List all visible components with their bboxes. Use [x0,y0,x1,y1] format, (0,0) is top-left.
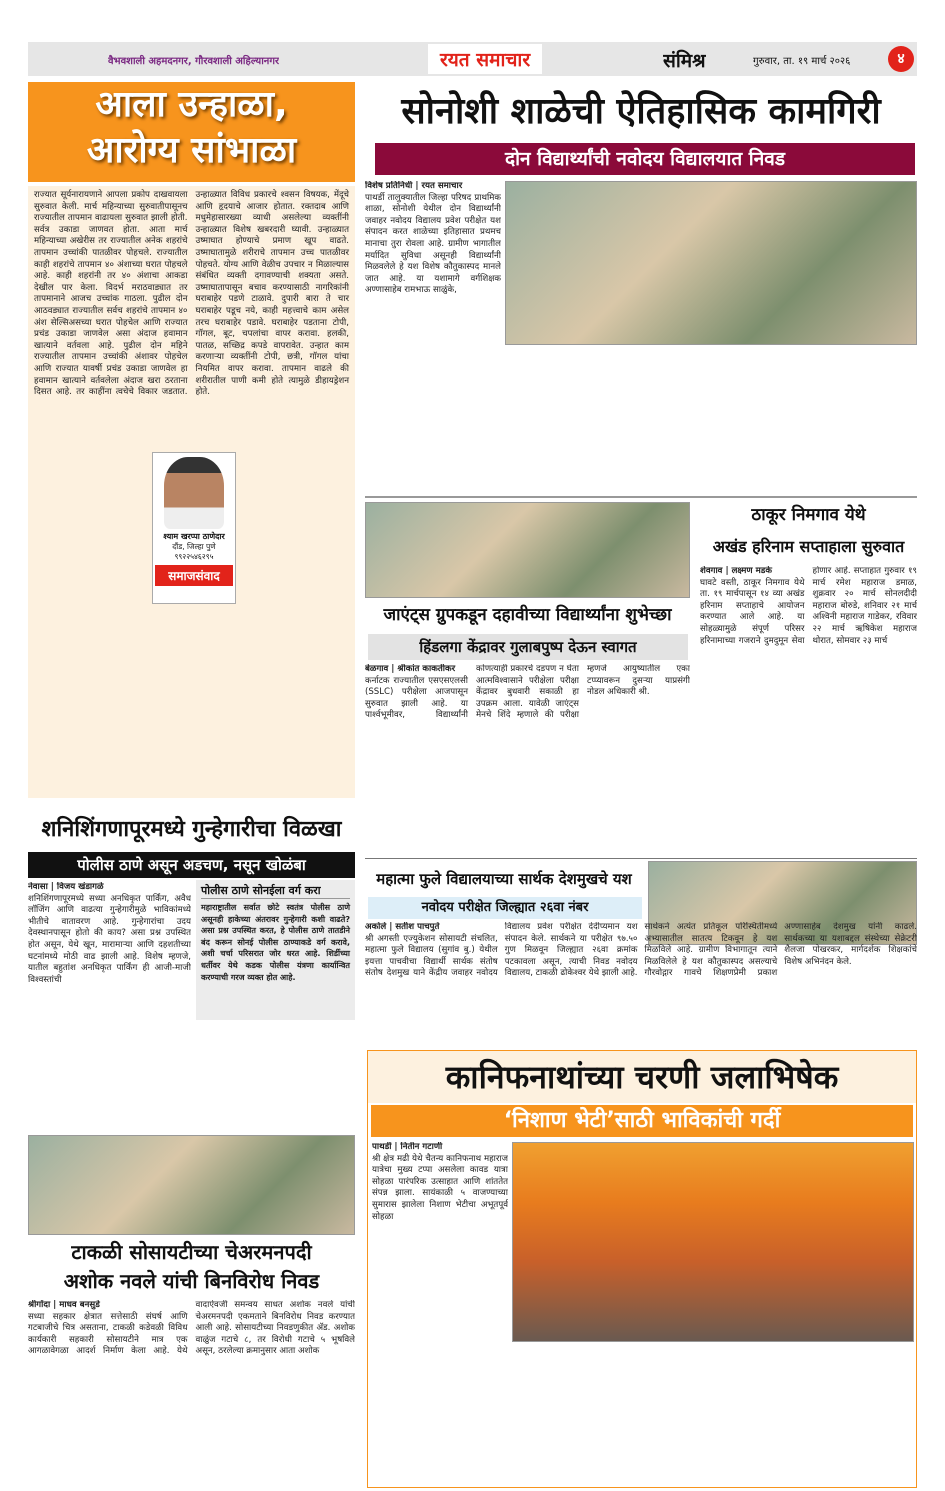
giants-photo [365,502,690,598]
page-header [28,42,917,76]
divider [365,858,917,859]
shani-headline: शनिशिंगणापूरमध्ये गुन्हेगारीचा विळखा [41,817,342,842]
article-text: श्री क्षेत्र मढी येथे चैतन्य कानिफनाथ महाराज यात्रेचा मुख्य टप्पा असलेला कावड यात्रा सोहळा पारंपरिक उत्साहात आणि शांततेत संपन्न झाला. सायंकाळी ५ वाजण्याच्या सुमारास झालेला निशाण भेटीचा अभूतपूर्व सोहळा [372,1153,508,1222]
phule-subtitle: नवोदय परीक्षेत जिल्ह्यात २६वा नंबर [368,897,642,919]
sonoshi-photo [505,181,917,345]
article-text: श्री अगस्ती एज्युकेशन सोसायटी संचलित, महात्मा फुले विद्यालय (सुगांव बु.) येथील इयत्ता पाचवीचा विद्यार्थी सार्थक संतोष संतोष देशमुख याने केंद्रीय जवाहर नवोदय विद्यालय प्रवेश परीक्षेत देदीप्यमान यश संपादन केले. सार्थकने या परीक्षेत ९७.५० गुण मिळवून जिल्ह्यात २६वा क्रमांक पटकावला असून, त्याची निवड नवोदय विद्यालय, टाकळी ढोकेश्वर येथे झाली आहे. सार्थकने अत्यंत प्रतिकूल परिस्थितीमध्ये अभ्यासातील सातत्य टिकवून हे यश मिळविले आहे. ग्रामीण विभागातून त्याने मिळविलेले हे यश कौतुकास्पद असल्याचे गौरवोद्गार गावचे शिक्षणप्रेमी प्रकाश अण्णासाहेब देशमुख यांनी काढले. सार्थकच्या या यशाबद्दल संस्थेच्या सेक्रेटरी शैलजा पोखरकर, मार्गदर्शक शिक्षकांचे विशेष अभिनंदन केले. [365,922,917,979]
phule-article-body [365,922,917,1046]
thakur-article-body [700,566,917,854]
kanifnath-subtitle: ‘निशाण भेटी’साठी भाविकांची गर्दी [371,1105,913,1137]
giants-subtitle: हिंडलगा केंद्रावर गुलाबपुष्प देऊन स्वागत [368,634,688,660]
article-text: कर्नाटक राज्यातील एसएसएलसी (SSLC) परीक्षेला आजपासून सुरुवात झाली आहे. या पार्श्वभूमीवर, विद्यार्थ्यांनी कोणत्याही प्रकारचे दडपण न घेता आत्मविश्वासाने परीक्षेला परीक्षा केंद्रावर बुधवारी सकाळी हा उपक्रम आला. यावेळी जाएंट्स मेनचे शिंदे म्हणाले की परीक्षा म्हणजे आयुष्यातील एका टप्प्यावरून दुसऱ्या याप्रसंगी नोडल अधिकारी श्री. [365,664,690,721]
article-text: सध्या सहकार क्षेत्रात सत्तेसाठी संघर्ष आणि गटबाजीचे चित्र असताना, टाकळी कडेवळी विविध कार्यकारी सहकारी सोसायटीने मात्र एक आगळावेगळा आदर्श निर्माण केला आहे. येथे वादाऐवजी समन्वय साधत अशोक नवले यांची चेअरमनपदी एकमताने बिनविरोध निवड करण्यात आली आहे. सोसायटीच्या निवडणुकीत ॲड. अशोक वाळुंज गटाचे ८, तर विरोधी गटाचे ५ भूषविले असून, ठरलेल्या क्रमानुसार आता अशोक [28,1300,355,1357]
article-text: पाथर्डी तालुक्यातील जिल्हा परिषद प्राथमिक शाळा, सोनोशी येथील दोन विद्यार्थ्यांनी जवाहर नवोदय विद्यालय प्रवेश परीक्षेत यश संपादन करत शाळेच्या इतिहासात प्रथमच मानाचा तुरा रोवला आहे. ग्रामीण भागातील मर्यादित सुविधा असूनही विद्यार्थ्यांनी मिळवलेले हे यश विशेष कौतुकास्पद मानले जात आहे. या यशामागे वर्गशिक्षक अण्णासाहेब रामभाऊ साळुंके, [365,192,501,296]
author-name: श्याम खरप्पा ठाणेदार [163,532,225,541]
byline: शेवगाव | लक्ष्मण मडके [700,566,772,576]
masthead-logo: रयत समाचार [428,44,542,74]
kanifnath-headline: कानिफनाथांच्या चरणी जलाभिषेक [368,1051,916,1103]
author-photo [164,457,224,529]
byline: पाथर्डी | नितीन गटाणी [372,1142,443,1152]
sonoshi-article-body [365,181,501,491]
article-text: घावटे वस्ती, ठाकूर निमगाव येथे ता. १९ मार्चपासून १४ व्या अखंड हरिनाम सप्ताहाचे आयोजन करण्यात आले आहे. या सोहळ्यामुळे संपूर्ण परिसर हरिनामाच्या गजराने दुमदुमून सेवा होणार आहे. सप्ताहात गुरुवार १९ मार्च रमेश महाराज डमाळ, शुक्रवार २० मार्च सोनलदीदी महाराज बोरुडे, शनिवार २१ मार्च अश्विनी महाराज गाडेकर, रविवार २२ मार्च ऋषिकेश महाराज थोरात, सोमवार २३ मार्च [700,566,917,646]
article-text: शनिशिंगणापूरमध्ये सध्या अनधिकृत पार्किंग, अवैध लॉजिंग आणि वाढत्या गुन्हेगारीमुळे भाविकांमध्ये भीतीचे वातावरण आहे. गुन्हेगारांचा उदय देवस्थानपासून होतो की काय? असा प्रश्न उपस्थित होत असून, येथे खून, मारामाऱ्या आणि दहशतीच्या घटनांमध्ये मोठी वाढ झाली आहे. विशेष म्हणजे, यातील बहुतांश अनधिकृत पार्किंग ही आजी-माजी विश्वस्तांची [28,893,191,985]
summer-title-line1: आला उन्हाळा, [95,84,288,125]
date: गुरुवार, ता. १९ मार्च २०२६ [753,56,851,67]
sonoshi-subtitle: दोन विद्यार्थ्यांची नवोदय विद्यालयात निवड [375,143,915,175]
giants-headline: जाएंट्स ग्रुपकडून दहावीच्या विद्यार्थ्यांना शुभेच्छा [383,605,672,625]
byline: नेवासा | विजय खंडागळे [28,882,104,892]
shani-sidebar-box [196,880,355,1020]
byline: विशेष प्रतिनिधी | रयत समाचार [365,181,463,191]
tagline: वैभवशाली अहमदनगर, गौरवशाली अहिल्यानगर [108,56,280,67]
author-box [152,452,236,604]
sonoshi-headline: सोनोशी शाळेची ऐतिहासिक कामगिरी [401,91,881,132]
thakur-headline-line2: अखंड हरिनाम सप्ताहाला सुरुवात [712,537,905,556]
kanifnath-article-body [372,1142,508,1484]
byline: अकोले | सतीश पाचपुते [365,922,440,932]
shani-article-body [28,882,191,1132]
summer-article-body: राज्यात सूर्यनारायणाने आपला प्रकोप दाखवायला सुरुवात केली. मार्च महिन्याच्या सुरुवातीपासूनच राज्यातील तापमान वाढायला सुरुवात झाली होती. सर्वत्र उकाडा जाणवत होता. आता मार्च महिन्याच्या अखेरीस तर राज्यातील अनेक शहरांचे तापमान उच्चांकी पातळीवर पोहचले. राज्यातील काही शहरांचे तापमान ४० अंशाच्या घरात पोहचले आहे. काही शहरांनी तर ४० अंशाचा आकडा देखील पार केला. विदर्भ मराठवाड्यात तर तापमानाने आजच उच्चांक गाठला. पुढील दोन आठवड्यात राज्यातील सर्वच शहरांचे तापमान ४० अंश सेल्सिअसच्या घरात पोहचेल आणि राज्यात प्रचंड उकाडा जाणवेल असा अंदाज हवामान खात्याने वर्तवला आहे. पुढील दोन महिने राज्यातील तापमान उच्चांकी अंशावर पोहचेल आणि राज्यात यावर्षी प्रचंड उकाडा जाणवेल हा हवामान खात्याने वर्तवलेला अंदाज खरा ठरताना दिसत आहे. तर काहींना त्वचेचे विकार जडतात. उन्हाळ्यात विविध प्रकारचे श्वसन विषयक, मेंदूचे आणि हृदयाचे आजार होतात. रक्तदाब आणि मधुमेहासारख्या व्याधी असलेल्या व्यक्तींनी उन्हाळ्यात विशेष खबरदारी घ्यावी. उन्हाळ्यात उष्माघात होण्याचे प्रमाण खूप वाढते. उष्माघातामुळे शरीराचे तापमान उच्च पातळीवर पोहचते. योग्य आणि वेळीच उपचार न मिळाल्यास संबंधित व्यक्ती दगावण्याची शक्यता असते. उष्माघातापासून बचाव करण्यासाठी नागरिकांनी घराबाहेर पडणे टाळावे. दुपारी बारा ते चार घराबाहेर पडूच नये, काही महत्त्वाचे काम असेल तरच घराबाहेर पडावे. घराबाहेर पडताना टोपी, गॉगल, बूट, चपलांचा वापर करावा. हलकी, पातळ, सच्छिद्र कपडे वापरावेत. उन्हात काम करणाऱ्या व्यक्तींनी टोपी, छत्री, गॉगल यांचा नियमित वापर करावा. तापमान वाढले की शरीरातील पाणी कमी होते त्यामुळे डीहायड्रेशन होते. [28,186,355,798]
sidebar-text: महाराष्ट्रातील सर्वात छोटे स्वतंत्र पोलीस ठाणे असूनही हाकेच्या अंतरावर गुन्हेगारी कशी वाढते? असा प्रश्न उपस्थित करत, हे पोलीस ठाणे तातडीने बंद करून सोनई पोलीस ठाण्याकडे वर्ग करावे, अशी चर्चा परिसरात जोर धरत आहे. शिर्डीच्या धर्तीवर येथे कडक पोलीस यंत्रणा कार्यान्वित करण्याची गरज व्यक्त होत आहे. [201,903,350,982]
takali-article-body [28,1300,355,1482]
divider [365,496,917,498]
author-place: दौंड, जिल्हा पुणे [172,542,216,551]
takali-headline-line1: टाकळी सोसायटीच्या चेअरमनपदी [71,1240,312,1264]
kanifnath-photo [512,1142,914,1342]
column-label: समाजसंवाद [155,565,233,586]
byline: बेळगाव | श्रीकांत काकतीकर [365,664,456,674]
shani-subtitle: पोलीस ठाणे असून अडचण, नसून खोळंबा [28,852,355,878]
takali-photo [28,1135,355,1235]
phule-headline: महात्मा फुले विद्यालयाच्या सार्थक देशमुखचे यश [376,870,632,888]
sidebar-title: पोलीस ठाणे सोनईला वर्ग करा [201,883,350,899]
section-name: संमिश्र [663,50,706,72]
takali-headline-line2: अशोक नवले यांची बिनविरोध निवड [63,1269,320,1293]
giants-article-body [365,664,690,854]
summer-title-box [28,82,355,182]
summer-title-line2: आरोग्य सांभाळा [86,130,297,171]
page-number: ४ [888,46,914,72]
byline: श्रीगोंदा | माधव बनसुडे [28,1300,100,1310]
author-phone: ९९२२५४६२९५ [174,552,214,561]
thakur-headline-line1: ठाकूर निमगाव येथे [751,505,866,525]
